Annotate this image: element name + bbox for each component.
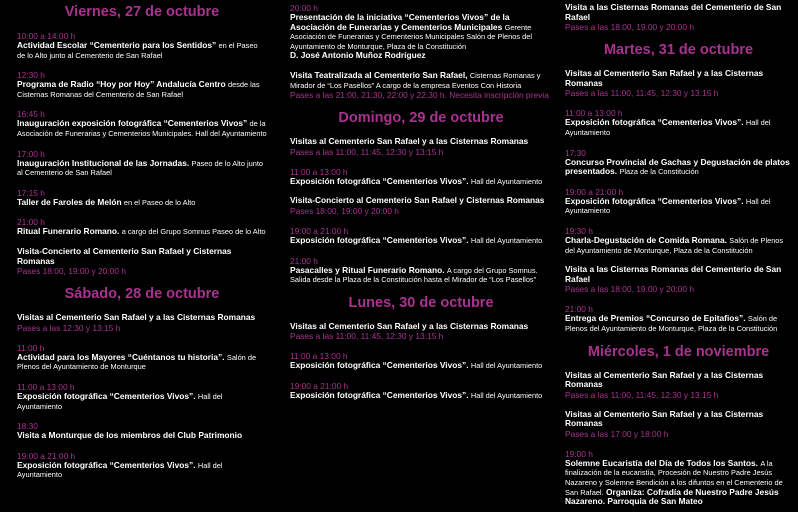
event-time: 16:45 h <box>17 109 45 120</box>
schedule-event <box>565 108 792 137</box>
event-title-text: Entrega de Premios “Concurso de Epitafios”. <box>565 313 746 324</box>
event-title-text: Visita a las Cisternas Romanas del Cementerio de San Rafael <box>565 264 782 284</box>
event-title <box>17 353 267 372</box>
schedule-event <box>565 449 792 507</box>
schedule-event <box>565 187 792 216</box>
schedule-event <box>290 226 552 246</box>
event-sessions: Pases a las 17:00 y 18:00 h <box>565 428 669 439</box>
event-description: Cisternas Romanas y Mirador de “Los Pasellos” A cargo de la empresa Eventos Con Historia <box>290 70 541 90</box>
event-title <box>17 247 267 266</box>
event-title-text: Visita a Monturque de los miembros del Club Patrimonio <box>17 430 243 441</box>
event-time: 19:00 a 21:00 h <box>565 186 624 197</box>
event-description: Hall del Ayuntamiento <box>565 118 771 137</box>
schedule-event <box>290 167 552 187</box>
event-time: 19:30 h <box>565 225 593 236</box>
event-title-text: Visitas al Cementerio San Rafael y a las Cisternas Romanas <box>17 312 256 323</box>
schedule-event <box>565 265 792 294</box>
event-time: 19:00 a 21:00 h <box>290 225 349 236</box>
event-description: A la finalización de la eucaristía, Procesión de Nuestro Padre Jesús Nazareno y Solemne Bendición a los difuntos en el Cementerio de San Rafael. <box>565 458 783 497</box>
event-sessions: Pases a las 18:00, 19:00 y 20:00 h <box>565 284 694 295</box>
event-title <box>290 177 552 187</box>
event-description: Hall del Ayuntamiento <box>470 390 543 400</box>
schedule-event <box>290 256 552 285</box>
event-sessions: Pases 18:00, 19:00 y 20:00 h <box>290 205 399 216</box>
event-title <box>565 314 792 333</box>
schedule-event <box>565 304 792 333</box>
schedule-event <box>17 149 267 178</box>
event-time: 17:30 <box>565 147 586 158</box>
event-time: 17:15 h <box>17 187 45 198</box>
event-description: Plaza de la Constitución <box>619 167 699 177</box>
event-title <box>565 371 792 390</box>
event-title <box>17 392 267 411</box>
event-time: 19:00 a 21:00 h <box>17 450 76 461</box>
event-time: 10:00 a 14:00 h <box>17 31 76 41</box>
schedule-event <box>17 109 267 138</box>
event-title <box>565 118 792 137</box>
event-title <box>290 236 552 246</box>
event-title <box>565 69 792 88</box>
event-title-text: Ritual Funerario Romano. <box>17 226 120 237</box>
event-title-text: Exposición fotográfica “Cementerios Vivos”. <box>290 389 469 400</box>
event-sessions: Pases a las 18:00, 19:00 y 20:00 h <box>565 22 694 33</box>
event-description: Paseo de lo Alto junto al Cementerio de San Rafael <box>17 158 264 178</box>
event-description: en el Paseo de lo Alto <box>123 197 196 207</box>
event-title-text: Exposición fotográfica “Cementerios Vivos”. <box>565 195 744 206</box>
event-title-text: Concurso Provincial de Gachas y Degustación de platos presentados. <box>565 156 790 177</box>
event-title-text: Inauguración Institucional de las Jornadas. <box>17 157 190 168</box>
event-time: 20:00 h <box>290 3 318 13</box>
day-heading: Sábado, 28 de octubre <box>64 286 220 303</box>
event-title-text: Exposición fotográfica “Cementerios Vivos”. <box>290 234 469 245</box>
event-description: Salón de Plenos del Ayuntamiento de Monturque, Plaza de la Constitución <box>565 235 784 255</box>
day-heading: Miércoles, 1 de noviembre <box>587 343 770 360</box>
event-description: Salón de Plenos del Ayuntamiento de Monturque, Plaza de la Constitución <box>565 314 778 333</box>
event-description: Hall del Ayuntamiento <box>17 391 223 411</box>
event-time: 11:00 a 13:00 h <box>290 351 348 362</box>
schedule-column-1 <box>0 0 273 512</box>
event-title-text: Exposición fotográfica “Cementerios Vivos”. <box>290 360 469 371</box>
event-title <box>17 431 267 441</box>
schedule-event <box>290 71 552 100</box>
event-sessions: Pases a las 12:30 y 13:15 h <box>17 322 121 333</box>
event-title-text: Visita a las Cisternas Romanas del Cementerio de San Rafael <box>565 2 782 22</box>
event-title <box>17 80 267 99</box>
event-sessions: Pases a las 11:00, 11:45, 12:30 y 13:15 h <box>565 389 719 400</box>
event-time: 11:00 a 13:00 h <box>565 108 623 119</box>
event-time: 11:00 a 13:00 h <box>290 166 348 177</box>
event-title <box>290 196 552 206</box>
event-sessions: Pases a las 11:00, 11:45, 12:30 y 13:15 h <box>290 331 444 342</box>
event-title-text: Taller de Faroles de Melón <box>17 196 122 207</box>
day-heading: Domingo, 29 de octubre <box>338 110 504 127</box>
schedule-event <box>565 410 792 439</box>
event-time: 21:00 h <box>17 217 45 228</box>
event-title <box>290 137 552 147</box>
day-heading: Martes, 31 de octubre <box>603 42 754 59</box>
event-time: 11:00 a 13:00 h <box>17 381 75 392</box>
event-description: Hall del Ayuntamiento <box>470 235 543 245</box>
event-time: 19:00 h <box>565 448 593 459</box>
event-time: 11:00 h <box>17 342 45 353</box>
schedule-event <box>17 421 267 441</box>
schedule-event <box>290 3 552 61</box>
event-title <box>17 198 267 208</box>
event-title-text: Pasacalles y Ritual Funerario Romano. <box>290 264 445 275</box>
event-title <box>565 236 792 255</box>
event-title <box>290 266 552 285</box>
event-title <box>290 13 552 51</box>
schedule-event <box>565 69 792 98</box>
event-description: Salón de Plenos del Ayuntamiento de Monturque <box>17 352 257 372</box>
event-title-text: Visitas al Cementerio San Rafael y a las Cisternas Romanas <box>565 68 764 88</box>
event-sessions: Pases a las 21:00, 21:30, 22:00 y 22:30 h. Necesita inscripción previa <box>290 90 549 101</box>
event-title-text: Exposición fotográfica “Cementerios Vivos”. <box>17 390 196 401</box>
event-time: 12:30 h <box>17 70 45 81</box>
schedule-event <box>290 137 552 157</box>
event-title-text: Inauguración exposición fotográfica “Cementerios Vivos” <box>17 118 248 129</box>
event-title <box>565 158 792 177</box>
event-time: 19:00 a 21:00 h <box>290 380 349 391</box>
schedule-column-3 <box>558 0 798 512</box>
schedule-event <box>565 371 792 400</box>
event-title <box>565 3 792 22</box>
event-description: A cargo del Grupo Somnus. Salida desde la Plaza de la Constitución hasta el Mirador de “Los Pasellos” <box>290 265 538 285</box>
event-title <box>290 361 552 371</box>
event-title <box>17 41 267 60</box>
event-title <box>290 322 552 332</box>
event-organizer: Organiza: Cofradía de Nuestro Padre Jesús Nazareno. Parroquia de San Mateo <box>565 486 779 507</box>
day-heading: Viernes, 27 de octubre <box>64 4 220 20</box>
event-title <box>565 410 792 429</box>
schedule-event <box>17 313 267 333</box>
event-title-text: Visitas al Cementerio San Rafael y a las Cisternas Romanas <box>565 408 764 429</box>
event-title-text: Visitas al Cementerio San Rafael y a las Cisternas Romanas <box>565 369 764 390</box>
event-title-text: Programa de Radio “Hoy por Hoy” Andalucía Centro <box>17 79 226 90</box>
event-title <box>565 265 792 284</box>
schedule-event <box>565 3 792 32</box>
event-title <box>565 197 792 216</box>
schedule-event <box>290 351 552 371</box>
event-title-text: Actividad Escolar “Cementerio para los Sentidos” <box>17 40 217 50</box>
schedule-event <box>290 322 552 342</box>
event-title-text: Visita Teatralizada al Cementerio San Rafael, <box>290 69 468 80</box>
schedule-event <box>290 196 552 216</box>
schedule-event <box>290 381 552 401</box>
schedule-event <box>565 148 792 177</box>
event-title-text: Exposición fotográfica “Cementerios Vivos”. <box>290 175 469 186</box>
schedule-event <box>17 70 267 99</box>
event-title-text: Visita-Concierto al Cementerio San Rafael y Cisternas Romanas <box>17 245 232 266</box>
day-heading: Lunes, 30 de octubre <box>348 294 494 311</box>
schedule-event <box>17 188 267 208</box>
event-title <box>17 119 267 138</box>
event-title-text: Presentación de la iniciativa “Cementerios Vivos” de la Asociación de Funerarias y Cementerios Municipales <box>290 12 510 32</box>
event-description: a cargo del Grupo Somnus Paseo de lo Alto <box>121 227 266 237</box>
event-description: en el Paseo de lo Alto junto al Cementerio de San Rafael <box>17 41 258 60</box>
event-description: Hall del Ayuntamiento <box>565 196 771 216</box>
event-description: Hall del Ayuntamiento <box>17 460 223 480</box>
event-title-text: Actividad para los Mayores “Cuéntanos tu historia”. <box>17 351 225 362</box>
schedule-event <box>17 451 267 480</box>
schedule-event <box>565 226 792 255</box>
event-title <box>17 227 267 237</box>
event-sessions: Pases a las 11:00, 11:45, 12:30 y 13:15 h <box>290 146 444 157</box>
event-speaker: D. José Antonio Muñoz Rodríguez <box>290 50 426 61</box>
event-time: 21:00 h <box>565 304 593 315</box>
schedule-event <box>17 382 267 411</box>
event-time: 21:00 h <box>290 255 318 266</box>
event-title-text: Visita-Concierto al Cementerio San Rafael y Cisternas Romanas <box>290 195 545 206</box>
event-title <box>565 459 792 507</box>
event-description: Hall del Ayuntamiento <box>470 361 543 371</box>
event-time: 18:30 <box>17 421 38 432</box>
event-title <box>290 391 552 401</box>
schedule-column-2 <box>284 0 558 512</box>
event-description: desde las Cisternas Romanas del Cementerio de San Rafael <box>17 80 260 99</box>
event-description: Hall del Ayuntamiento <box>470 176 543 186</box>
event-title-text: Solemne Eucaristía del Día de Todos los Santos. <box>565 457 758 468</box>
event-sessions: Pases 18:00, 19:00 y 20:00 h <box>17 266 126 277</box>
event-title-text: Exposición fotográfica “Cementerios Vivos”. <box>565 117 744 128</box>
event-time: 17:00 h <box>17 148 45 159</box>
event-title-text: Visitas al Cementerio San Rafael y a las Cisternas Romanas <box>290 320 529 331</box>
schedule-event <box>17 217 267 237</box>
event-title <box>17 461 267 480</box>
event-title <box>17 159 267 178</box>
event-title-text: Exposición fotográfica “Cementerios Vivos”. <box>17 459 196 470</box>
event-sessions: Pases a las 11:00, 11:45, 12:30 y 13:15 h <box>565 88 719 99</box>
schedule-event <box>17 343 267 372</box>
event-title <box>17 313 267 323</box>
event-description: de la Asociación de Funerarias y Cementerios Municipales. Hall del Ayuntamiento <box>17 119 267 138</box>
schedule-event <box>17 247 267 276</box>
event-title-text: Charla-Degustación de Comida Romana. <box>565 234 727 245</box>
schedule-event <box>17 31 267 60</box>
event-description: Gerente Asociación de Funerarias y Cementerios Municipales Salón de Plenos del Ayuntamiento de Monturque, Plaza de la Constitución <box>290 22 532 51</box>
event-title-text: Visitas al Cementerio San Rafael y a las Cisternas Romanas <box>290 136 529 147</box>
event-title <box>290 71 552 90</box>
